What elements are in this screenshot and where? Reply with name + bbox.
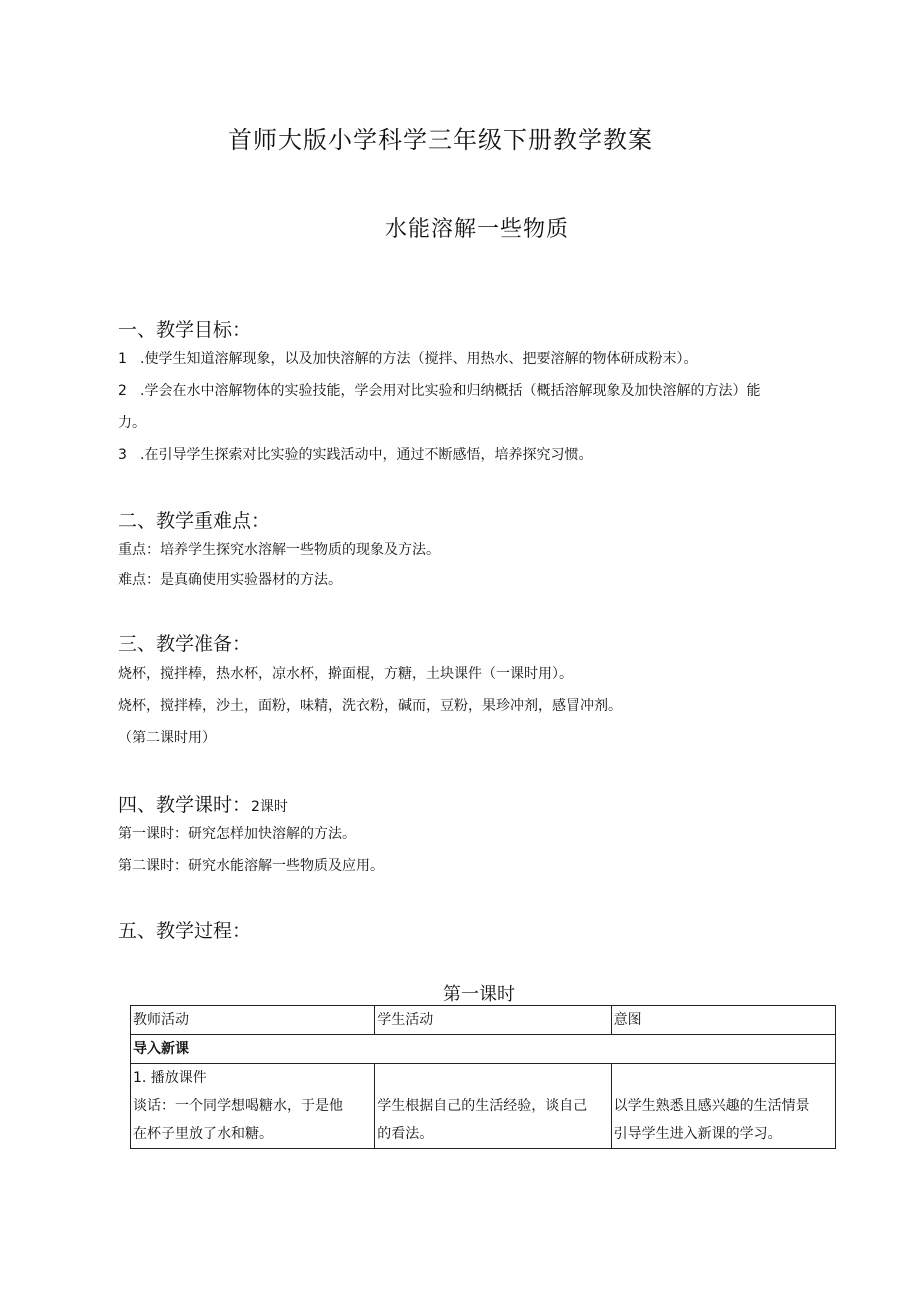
item-text: .学会在水中溶解物体的实验技能，学会用对比实验和归纳概括（概括溶解现象及加快溶解的方法）能	[140, 383, 761, 399]
objective-item	[118, 380, 760, 400]
class-hours-value: 2课时	[251, 799, 288, 815]
table-row	[131, 1064, 836, 1149]
teacher-step: 1. 播放课件	[133, 1070, 207, 1086]
second-period-text: 第二课时：研究水能溶解一些物质及应用。	[118, 858, 384, 874]
student-text: 的看法。	[377, 1126, 434, 1142]
objective-item	[118, 444, 592, 464]
section-heading-process: 五、教学过程：	[118, 920, 252, 942]
intent-text: 以学生熟悉且感兴趣的生活情景	[613, 1098, 810, 1114]
materials-line: 烧杯，搅拌棒，沙土，面粉，味精，洗衣粉，碱而，豆粉，果珍冲剂，感冒冲剂。	[118, 698, 622, 714]
intent-cell	[611, 1064, 835, 1149]
table-header-row	[131, 1006, 836, 1035]
teacher-text: 谈话：一个同学想喝糖水，于是他	[133, 1098, 343, 1114]
materials-line: 烧杯，搅拌棒，热水杯，凉水杯，擀面棍，方糖，土块课件（一课时用）。	[118, 666, 573, 682]
difficult-point-text: 难点：是真确使用实验器材的方法。	[118, 572, 342, 588]
first-period-text: 第一课时：研究怎样加快溶解的方法。	[118, 826, 356, 842]
materials-note: （第二课时用）	[118, 730, 216, 746]
section-heading-key-points: 二、教学重难点：	[118, 510, 271, 532]
objective-item-continuation: 力。	[118, 415, 146, 431]
student-text: 学生根据自己的生活经验，谈自己	[377, 1098, 588, 1114]
teacher-activity-cell	[131, 1064, 375, 1149]
section-heading-preparation: 三、教学准备：	[118, 633, 252, 655]
student-activity-cell	[375, 1064, 611, 1149]
section-heading-objectives: 一、教学目标：	[118, 319, 252, 341]
item-number: 3	[118, 447, 127, 463]
intent-text: 引导学生进入新课的学习。	[613, 1126, 782, 1142]
item-number: 1	[118, 351, 127, 367]
lesson-plan-table	[130, 1005, 836, 1149]
section-row-intro: 导入新课	[131, 1035, 836, 1064]
section-heading-class-hours	[118, 790, 288, 817]
table-section-row	[131, 1035, 836, 1064]
header-intent: 意图	[611, 1006, 835, 1035]
header-student-activity: 学生活动	[375, 1006, 611, 1035]
key-point-text: 重点：培养学生探究水溶解一些物质的现象及方法。	[118, 542, 440, 558]
teacher-text: 在杯子里放了水和糖。	[133, 1126, 273, 1142]
heading-text: 四、教学课时：	[118, 794, 252, 816]
table-title: 第一课时	[443, 984, 515, 1005]
document-title: 首师大版小学科学三年级下册教学教案	[228, 126, 653, 154]
item-text: .在引导学生探索对比实验的实践活动中，通过不断感悟，培养探究习惯。	[140, 447, 593, 463]
item-text: .使学生知道溶解现象，以及加快溶解的方法（搅拌、用热水、把要溶解的物体研成粉末）。	[140, 351, 698, 367]
objective-item	[118, 348, 697, 368]
lesson-title: 水能溶解一些物质	[385, 217, 570, 242]
header-teacher-activity: 教师活动	[131, 1006, 375, 1035]
item-number: 2	[118, 383, 127, 399]
